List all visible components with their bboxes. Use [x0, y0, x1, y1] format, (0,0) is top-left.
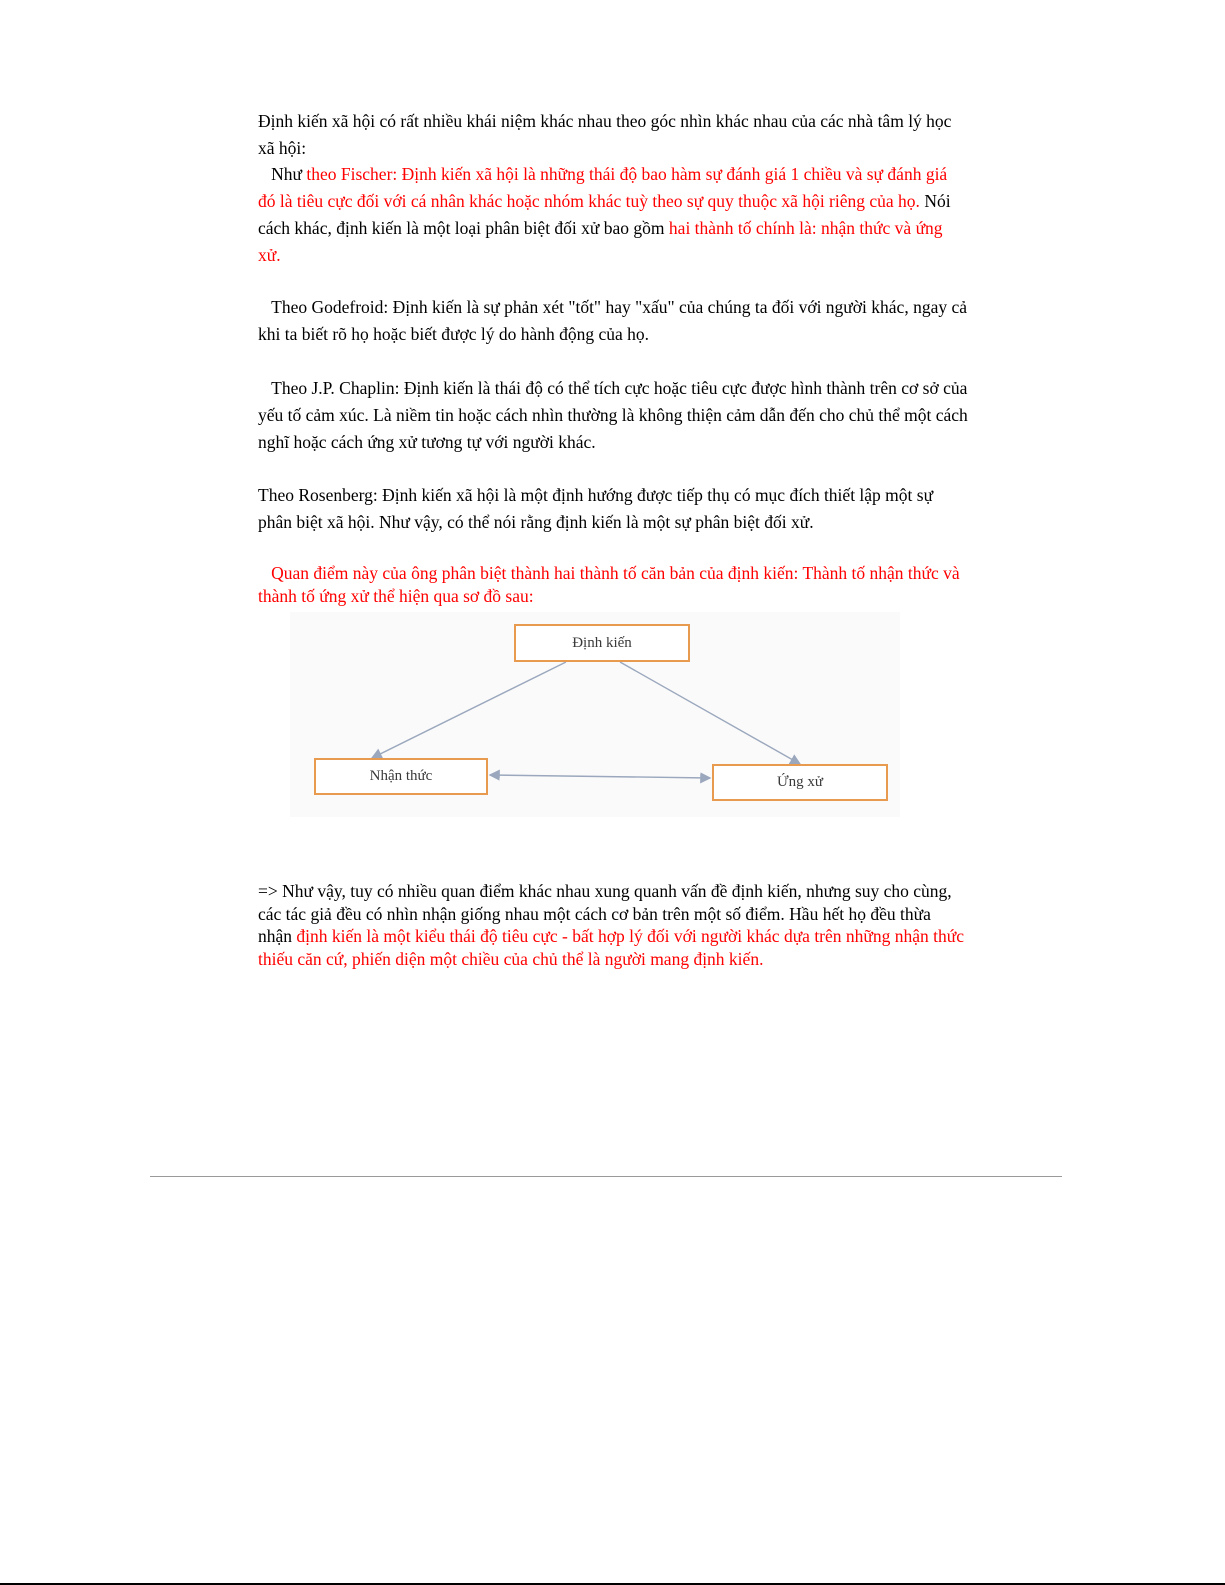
- arrow-left-right: [490, 775, 710, 778]
- diagram-box-dinh-kien: [514, 624, 690, 662]
- conclusion-paragraph: [258, 880, 968, 970]
- diagram-label-ung-xu: Ứng xử: [776, 774, 824, 790]
- diagram-box-ung-xu: [712, 764, 888, 801]
- rosenberg-paragraph: Theo Rosenberg: Định kiến xã hội là một định hướng được tiếp thụ có mục đích thiết lập một sự phân biệt xã hội. Như vậy, có thể nói rằng định kiến là một sự phân biệt đối xử.: [258, 485, 934, 532]
- chaplin-text: Theo J.P. Chaplin: Định kiến là thái độ có thể tích cực hoặc tiêu cực được hình thành trên cơ sở của yếu tố cảm xúc. Là niềm tin hoặc cách nhìn thường là không thiện cảm dẫn đến cho chủ thể một cách nghĩ hoặc cách ứng xử tương tự với người khác.: [258, 378, 968, 452]
- conclusion-lead: => Như vậy, tuy có nhiều quan điểm khác nhau xung quanh vấn đề định kiến, nhưng suy cho cùng, các tác giả đều có nhìn nhận giống nhau một cách cơ bản trên một số điểm. Hầu hết họ đều thừa nhận: [258, 881, 952, 946]
- fischer-paragraph: [258, 161, 968, 269]
- quan-diem-text: Quan điểm này của ông phân biệt thành hai thành tố căn bản của định kiến: Thành tố nhận thức và thành tố ứng xử thể hiện qua sơ đồ sau:: [258, 563, 960, 606]
- fischer-middle: Nói cách khác, định kiến là một loại phân biệt đối xử bao gồm: [258, 191, 951, 238]
- page-footer-divider: [150, 1176, 1062, 1177]
- prejudice-diagram: [290, 612, 900, 817]
- diagram-label-nhan-thuc: Nhận thức: [369, 768, 433, 784]
- chaplin-paragraph: [258, 375, 968, 456]
- intro-paragraph: Định kiến xã hội có rất nhiều khái niệm khác nhau theo góc nhìn khác nhau của các nhà tâm lý học xã hội:: [258, 111, 952, 158]
- godefroid-text: Theo Godefroid: Định kiến là sự phản xét "tốt" hay "xấu" của chúng ta đối với người khác, ngay cả khi ta biết rõ họ hoặc biết được lý do hành động của họ.: [258, 297, 967, 344]
- diagram-label-dinh-kien: Định kiến: [572, 634, 632, 651]
- fischer-definition: theo Fischer: Định kiến xã hội là những thái độ bao hàm sự đánh giá 1 chiều và sự đánh giá đó là tiêu cực đối với cá nhân khác hoặc nhóm khác tuỳ theo sự quy thuộc xã hội riêng của họ.: [258, 164, 948, 211]
- fischer-components: hai thành tố chính là: nhận thức và ứng xử.: [258, 218, 943, 265]
- arrow-top-to-left: [372, 662, 566, 758]
- godefroid-paragraph: [258, 294, 968, 348]
- conclusion-emphasis: định kiến là một kiểu thái độ tiêu cực - bất hợp lý đối với người khác dựa trên những nhận thức thiếu căn cứ, phiến diện một chiều của chủ thể là người mang định kiến.: [258, 926, 965, 969]
- fischer-lead: Như: [271, 164, 307, 184]
- quan-diem-paragraph: [258, 562, 968, 608]
- diagram-box-nhan-thuc: [314, 758, 488, 795]
- arrow-top-to-right: [620, 662, 800, 764]
